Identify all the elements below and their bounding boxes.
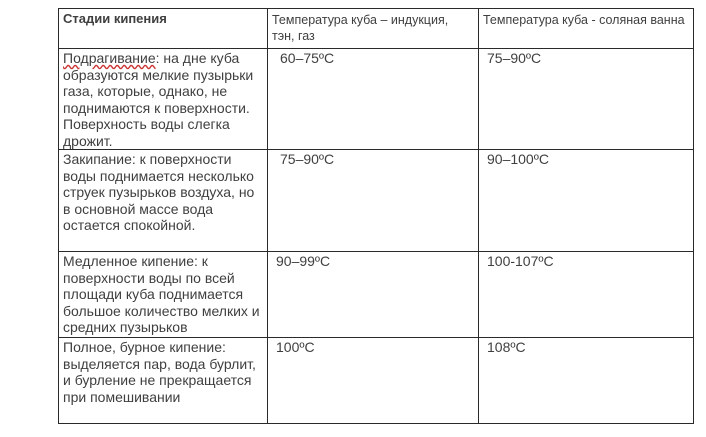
temp-salt-bath-cell: 100-107ºC	[479, 252, 694, 338]
table-row	[59, 252, 694, 338]
temp-salt-bath-cell: 90–100ºC	[479, 150, 694, 252]
header-temp-salt-bath: Температура куба - соляная ванна	[479, 9, 694, 49]
temp-induction-cell: 60–75ºC	[268, 49, 479, 150]
temp-salt-bath-cell: 108ºC	[479, 338, 694, 424]
stage-description-text: : на дне куба образуются мелкие пузырьки газа, которые, однако, не поднимаются к поверхности. Поверхность воды слегка дрожит.	[63, 50, 254, 149]
boiling-stages-table	[58, 8, 694, 424]
temp-induction-cell: 100ºC	[268, 338, 479, 424]
temp-induction-cell: 90–99ºC	[268, 252, 479, 338]
header-boiling-stages: Стадии кипения	[59, 9, 268, 49]
temp-salt-bath-cell: 75–90ºC	[479, 49, 694, 150]
temp-induction-cell: 75–90ºC	[268, 150, 479, 252]
table-row	[59, 338, 694, 424]
stage-description: Медленное кипение: к поверхности воды по всей площади куба поднимается большое количество мелких и средних пузырьков	[59, 252, 268, 338]
stage-description: Закипание: к поверхности воды поднимается несколько струек пузырьков воздуха, но в основной массе вода остается спокойной.	[59, 150, 268, 252]
table-row	[59, 150, 694, 252]
stage-description: Полное, бурное кипение: выделяется пар, вода бурлит, и бурление не прекращается при помешивании	[59, 338, 268, 424]
stage-name-spellcheck: Подрагивание	[63, 50, 156, 66]
table-row	[59, 49, 694, 150]
header-temp-induction: Температура куба – индукция, тэн, газ	[268, 9, 479, 49]
table-header-row	[59, 9, 694, 49]
stage-description	[59, 49, 268, 150]
